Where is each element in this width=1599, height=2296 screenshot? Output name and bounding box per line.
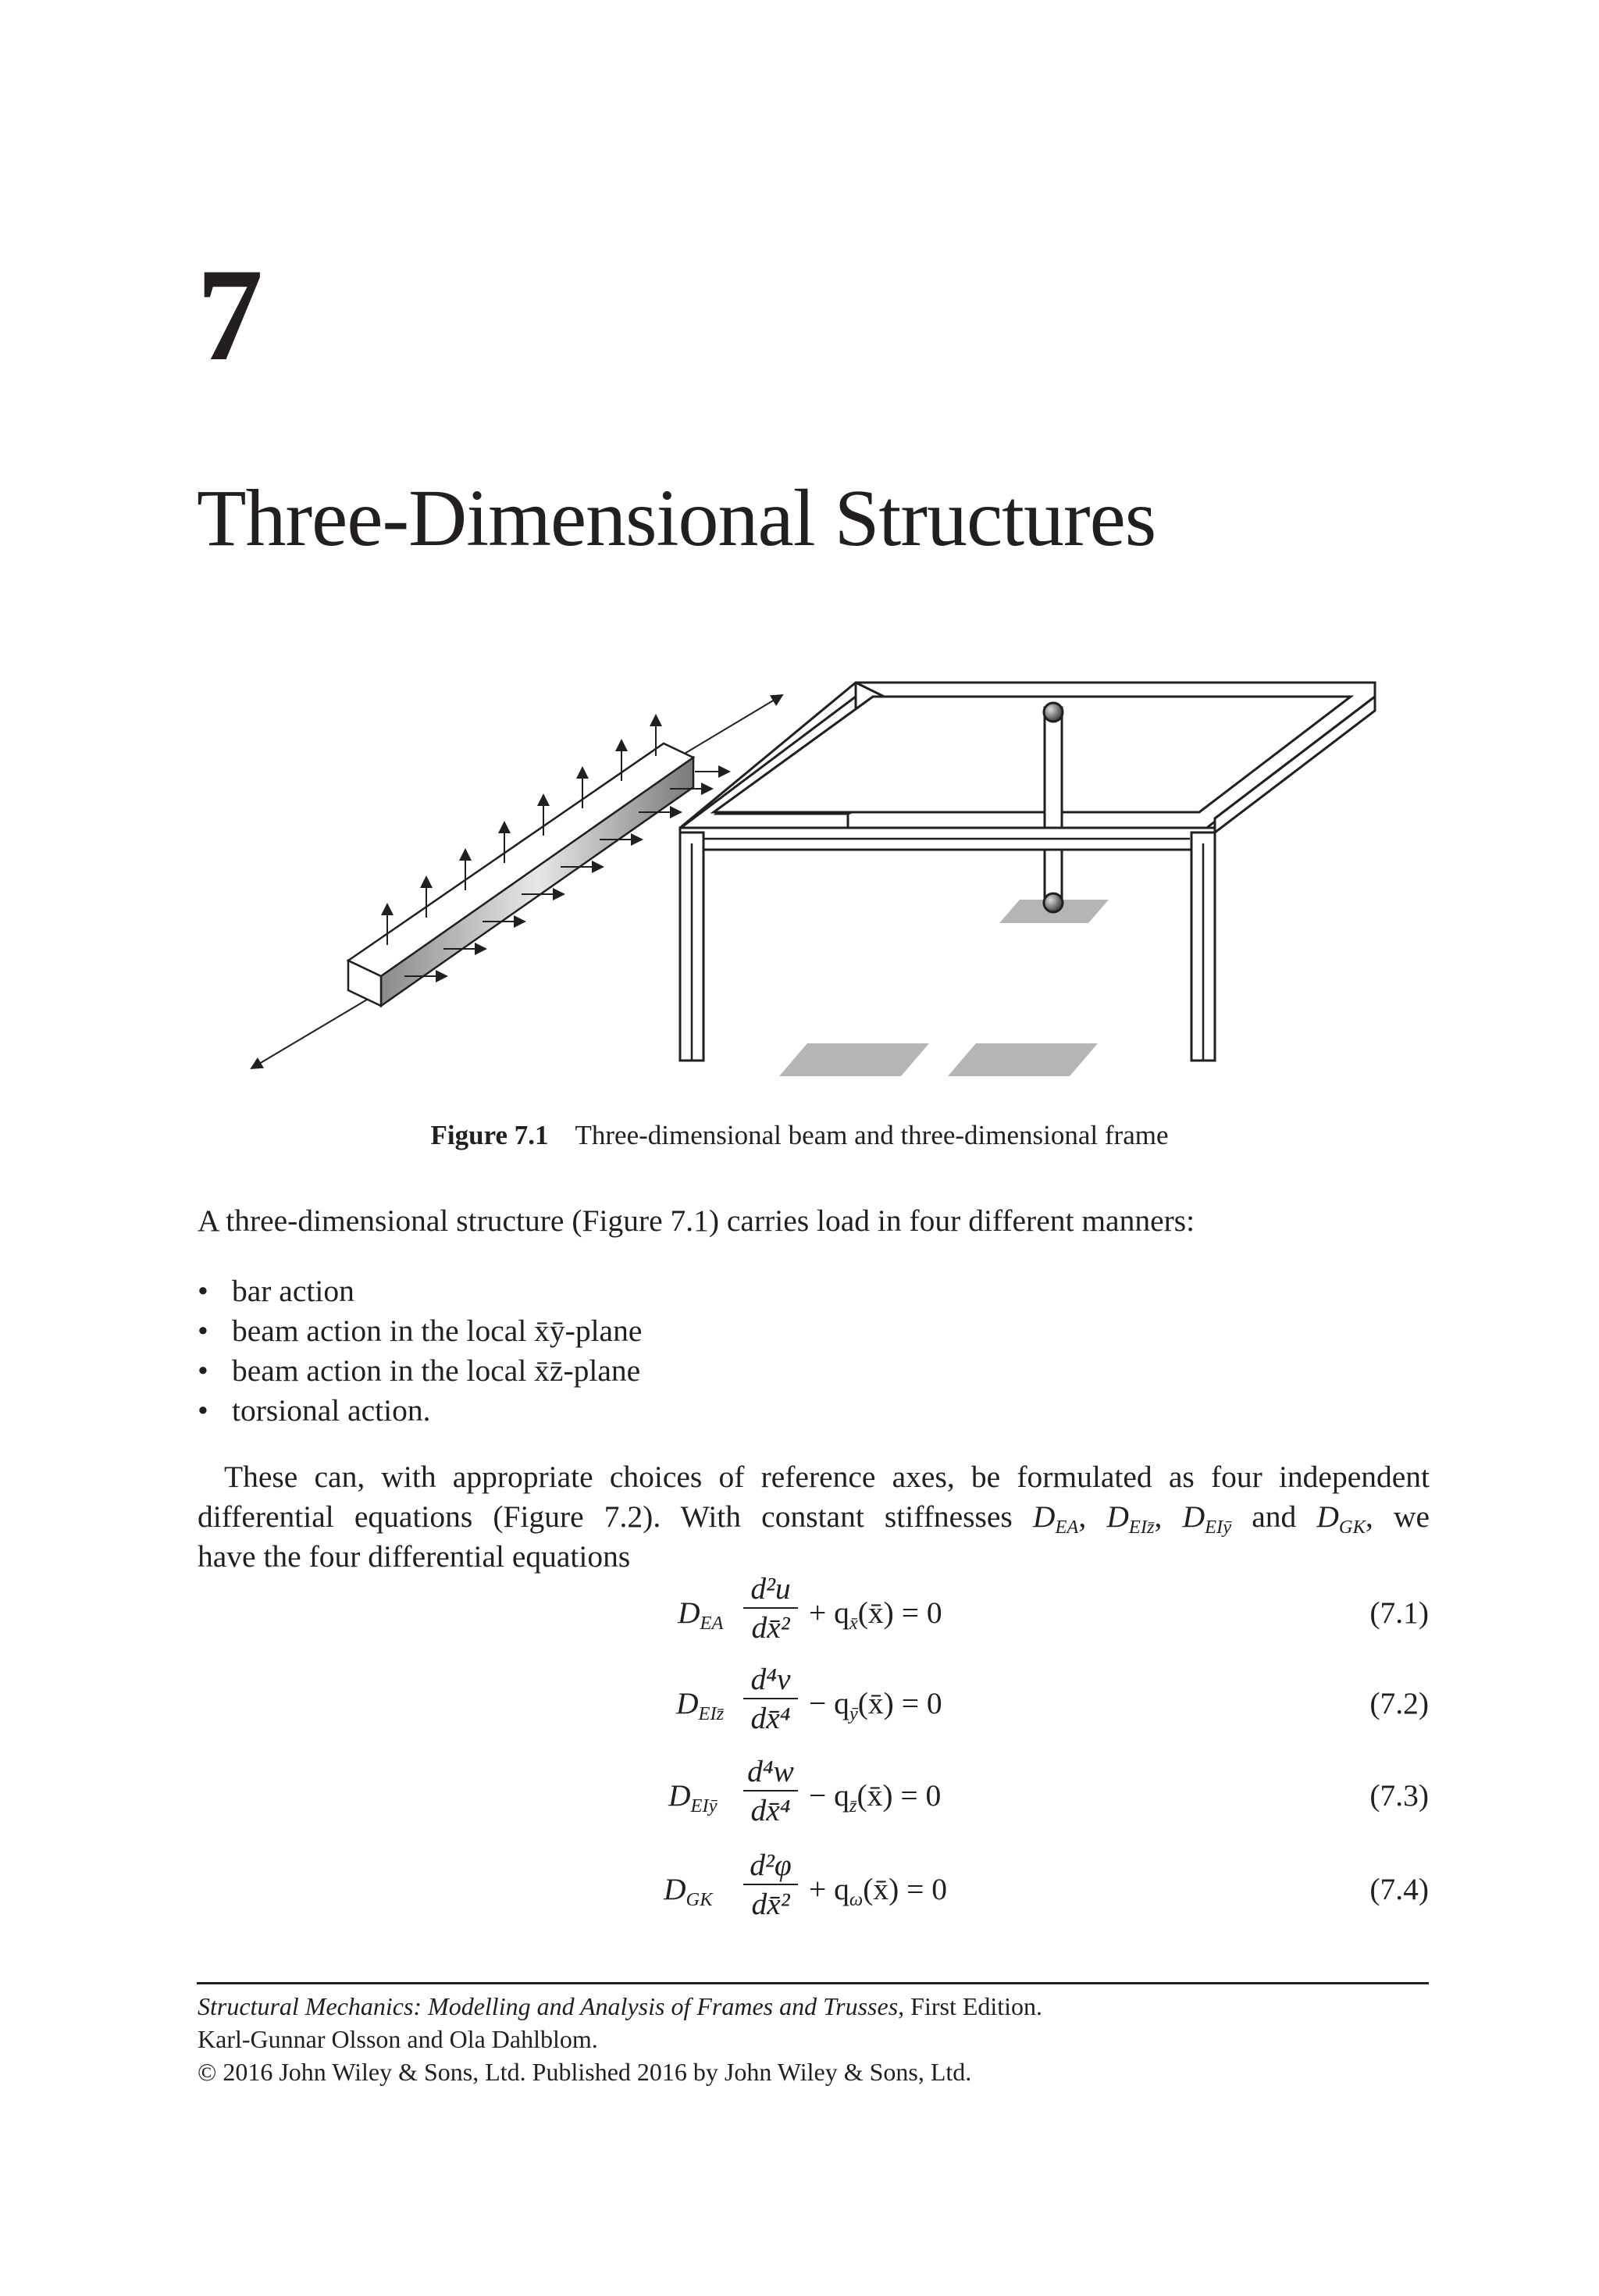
back-hinge-bottom: [1044, 893, 1063, 912]
intro-paragraph: A three-dimensional structure (Figure 7.1) carries load in four different manners:: [198, 1203, 1195, 1238]
book-title: Structural Mechanics: Modelling and Analysis of Frames and Trusses: [198, 1992, 899, 2020]
equation-rhs: − q: [809, 1686, 849, 1720]
stiffness-sub: EIz̄: [1128, 1517, 1155, 1538]
ground-pad-left: [779, 1043, 929, 1076]
edition-text: , First Edition.: [898, 1992, 1043, 2020]
equation-lhs-sub: EIȳ: [690, 1795, 718, 1816]
equation-rhs-tail: (x̄) = 0: [857, 1595, 942, 1630]
equation-number: (7.1): [1369, 1595, 1429, 1630]
equation-rhs-tail: (x̄) = 0: [857, 1686, 942, 1720]
equation-rhs: − q: [809, 1778, 849, 1813]
stiffness-sub: EA: [1055, 1517, 1079, 1538]
equation-rhs-sub: z̄: [849, 1795, 857, 1816]
equation-numerator: d²u: [750, 1571, 791, 1606]
equation-7-4: $D_{GK}$ d²φ dx̄² + $q_\omega(x̄) = 0$ (7.4): [664, 1848, 1429, 1921]
equation-lhs-sub: EIz̄: [698, 1703, 725, 1724]
three-dimensional-frame: [680, 683, 1375, 1076]
beam-side-face: [381, 758, 693, 1006]
stiffness-sub: GK: [1338, 1517, 1366, 1538]
equation-7-1: $D_{EA}$ d²u dx̄² + $q_{x̄}(x̄) = 0$ (7.1): [678, 1571, 1429, 1645]
equation-lhs-sub: GK: [686, 1889, 713, 1910]
axial-arrow-start: [251, 1000, 367, 1068]
equation-denominator: dx̄²: [751, 1887, 790, 1921]
back-column: [1045, 708, 1062, 904]
footer-copyright: © 2016 John Wiley & Sons, Ltd. Published 2016 by John Wiley & Sons, Ltd.: [198, 2058, 972, 2086]
list-item: • beam action in the local x̄z̄-plane: [198, 1351, 642, 1391]
equation-denominator: dx̄⁴: [750, 1793, 791, 1827]
equation-number: (7.2): [1369, 1686, 1429, 1720]
figure-caption-text: Three-dimensional beam and three-dimensional frame: [575, 1120, 1169, 1150]
list-item: • beam action in the local x̄ȳ-plane: [198, 1311, 642, 1351]
equation-denominator: dx̄²: [751, 1610, 790, 1645]
stiffness-sub: EIȳ: [1205, 1517, 1232, 1538]
chapter-number: 7: [197, 241, 263, 388]
body-paragraph: [198, 1457, 1430, 1577]
equation-number: (7.3): [1369, 1778, 1429, 1813]
equation-numerator: d⁴w: [747, 1754, 794, 1788]
figure-label: Figure 7.1: [430, 1120, 549, 1150]
equation-rhs-tail: (x̄) = 0: [856, 1778, 942, 1813]
paragraph-line: These can, with appropriate choices of reference axes, be formulated as four independent: [224, 1460, 1430, 1494]
footer-credits: [198, 1990, 1042, 2088]
equation-rhs-sub: ȳ: [849, 1703, 858, 1724]
footer-rule: [197, 1982, 1429, 1984]
equation-denominator: dx̄⁴: [750, 1701, 791, 1735]
footer-line: [198, 1990, 1042, 2023]
equation-rhs: + q: [809, 1595, 849, 1630]
paragraph-line: have the four differential equations: [198, 1539, 631, 1574]
paragraph-text: , we: [1365, 1499, 1430, 1534]
equation-numerator: d⁴v: [750, 1662, 791, 1696]
equation-7-2: $D_{EIz̄}$ d⁴v dx̄⁴ − $q_ȳ(x̄) = 0$ (7.2): [676, 1662, 1429, 1735]
paragraph-text: and: [1231, 1499, 1317, 1534]
paragraph-text: differential equations (Figure 7.2). With constant stiffnesses: [198, 1499, 1033, 1534]
ground-pad-right: [948, 1043, 1098, 1076]
action-list: [198, 1271, 642, 1431]
list-item: • torsional action.: [198, 1391, 642, 1431]
equation-numerator: d²φ: [750, 1848, 792, 1882]
figure-caption: [0, 1120, 1599, 1151]
figure-7-1-illustration: [242, 679, 1398, 1086]
list-item: • bar action: [198, 1271, 642, 1311]
equation-rhs-sub: x̄: [849, 1613, 858, 1634]
equation-7-3: $D_{EIȳ}$ d⁴w dx̄⁴ − $q_{z̄}(x̄) = 0$ (7.3): [668, 1754, 1429, 1827]
chapter-title: Three-Dimensional Structures: [197, 473, 1156, 563]
equation-rhs-sub: ω: [849, 1889, 864, 1910]
back-hinge-top: [1044, 703, 1063, 722]
equation-number: (7.4): [1369, 1872, 1429, 1906]
beam-top-face: [348, 743, 693, 976]
equation-rhs: + q: [809, 1872, 849, 1906]
equation-rhs-tail: (x̄) = 0: [863, 1872, 948, 1906]
paragraph-line: differential equations (Figure 7.2). With constant stiffnesses $D_{EA}$, $D_{EIz̄}$, $D_{EIȳ}$ and $D_{GK}$, we: [198, 1499, 1430, 1538]
equation-lhs-sub: EA: [700, 1613, 724, 1634]
footer-authors: Karl-Gunnar Olsson and Ola Dahlblom.: [198, 2025, 598, 2053]
